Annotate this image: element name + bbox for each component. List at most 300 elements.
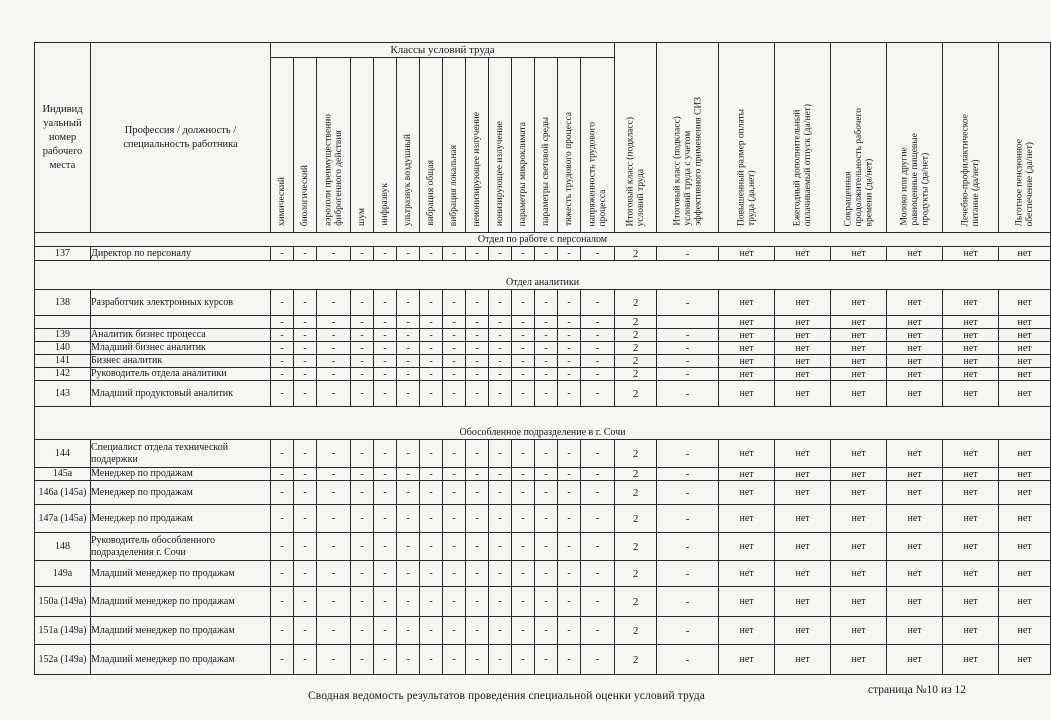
factor-value: - [374, 645, 397, 675]
factor-value: - [397, 468, 420, 481]
factor-value: - [512, 355, 535, 368]
comp-pay: нет [719, 561, 775, 587]
factor-value: - [294, 645, 317, 675]
comp-food: нет [943, 587, 999, 617]
comp-hours: нет [831, 329, 887, 342]
comp-hours: нет [831, 468, 887, 481]
factor-value: - [294, 329, 317, 342]
comp-milk: нет [887, 368, 943, 381]
final-class-siz: - [657, 440, 719, 468]
factor-value: - [271, 342, 294, 355]
workplace-number: 138 [35, 290, 91, 316]
factor-value: - [374, 440, 397, 468]
factor-value: - [317, 381, 351, 407]
factor-value: - [489, 329, 512, 342]
table-row [35, 481, 1051, 505]
factor-value: - [443, 247, 466, 261]
factor-value: - [294, 440, 317, 468]
factor-value: - [374, 587, 397, 617]
table-row [35, 290, 1051, 316]
factor-value: - [374, 561, 397, 587]
table-row [35, 342, 1051, 355]
header-comp-hours: Сокращенная продолжительность рабочего времени (да/нет) [831, 43, 887, 233]
header-factor: напряженность трудового процесса [581, 58, 615, 233]
comp-pension: нет [999, 368, 1051, 381]
factor-value: - [466, 468, 489, 481]
final-class: 2 [615, 587, 657, 617]
comp-hours: нет [831, 645, 887, 675]
factor-value: - [271, 316, 294, 329]
factor-value: - [317, 329, 351, 342]
header-workplace-number: Индивид уальный номер рабочего места [35, 43, 91, 233]
factor-value: - [317, 468, 351, 481]
footer-page-number: страница №10 из 12 [868, 684, 966, 696]
section-title: Отдел аналитики [35, 261, 1051, 290]
factor-value: - [397, 316, 420, 329]
factor-value: - [443, 645, 466, 675]
factor-value: - [294, 290, 317, 316]
table-row [35, 355, 1051, 368]
comp-milk: нет [887, 505, 943, 533]
factor-value: - [374, 247, 397, 261]
comp-pay: нет [719, 290, 775, 316]
comp-milk: нет [887, 342, 943, 355]
final-class: 2 [615, 355, 657, 368]
final-class-siz: - [657, 355, 719, 368]
factor-value: - [581, 561, 615, 587]
comp-hours: нет [831, 587, 887, 617]
comp-pension: нет [999, 587, 1051, 617]
factor-value: - [512, 329, 535, 342]
factor-value: - [351, 329, 374, 342]
comp-leave: нет [775, 533, 831, 561]
factor-value: - [351, 587, 374, 617]
table-row [35, 468, 1051, 481]
document-sheet [34, 42, 1035, 675]
factor-value: - [581, 505, 615, 533]
factor-value: - [420, 645, 443, 675]
factor-value: - [443, 468, 466, 481]
table-row [35, 440, 1051, 468]
comp-food: нет [943, 316, 999, 329]
factor-value: - [512, 316, 535, 329]
comp-milk: нет [887, 381, 943, 407]
factor-value: - [443, 355, 466, 368]
header-factor: вибрация общая [420, 58, 443, 233]
header-comp-milk: Молоко или другие равноценные пищевые продукты (да/нет) [887, 43, 943, 233]
final-class: 2 [615, 368, 657, 381]
factor-value: - [397, 481, 420, 505]
factor-value: - [271, 355, 294, 368]
factor-value: - [271, 368, 294, 381]
factor-value: - [512, 368, 535, 381]
comp-food: нет [943, 561, 999, 587]
comp-leave: нет [775, 342, 831, 355]
header-final-class-siz: Итоговый класс (подкласс) условий труда с учетом эффективного применения СИЗ [657, 43, 719, 233]
factor-value: - [489, 381, 512, 407]
factor-value: - [317, 342, 351, 355]
comp-pension: нет [999, 505, 1051, 533]
header-comp-food: Лечебно-профилактическое питание (да/нет) [943, 43, 999, 233]
factor-value: - [512, 645, 535, 675]
comp-pay: нет [719, 381, 775, 407]
factor-value: - [558, 329, 581, 342]
factor-value: - [294, 481, 317, 505]
section-row [35, 261, 1051, 290]
factor-value: - [443, 316, 466, 329]
factor-value: - [420, 561, 443, 587]
final-class: 2 [615, 645, 657, 675]
profession-name: Аналитик бизнес процесса [91, 329, 271, 342]
comp-food: нет [943, 440, 999, 468]
factor-value: - [466, 645, 489, 675]
factor-value: - [351, 617, 374, 645]
factor-value: - [271, 561, 294, 587]
factor-value: - [466, 247, 489, 261]
factor-value: - [489, 440, 512, 468]
comp-milk: нет [887, 290, 943, 316]
factor-value: - [466, 368, 489, 381]
comp-food: нет [943, 468, 999, 481]
factor-value: - [466, 561, 489, 587]
comp-milk: нет [887, 355, 943, 368]
section-title: Обособленное подразделение в г. Сочи [35, 407, 1051, 440]
workplace-number: 141 [35, 355, 91, 368]
factor-value: - [397, 342, 420, 355]
factor-value: - [489, 533, 512, 561]
factor-value: - [374, 533, 397, 561]
comp-hours: нет [831, 381, 887, 407]
factor-value: - [271, 329, 294, 342]
comp-pay: нет [719, 468, 775, 481]
final-class-siz [657, 316, 719, 329]
factor-value: - [397, 381, 420, 407]
factor-value: - [581, 587, 615, 617]
factor-value: - [489, 587, 512, 617]
factor-value: - [374, 381, 397, 407]
comp-milk: нет [887, 561, 943, 587]
factor-value: - [466, 342, 489, 355]
factor-value: - [581, 533, 615, 561]
final-class-siz: - [657, 587, 719, 617]
factor-value: - [397, 440, 420, 468]
workplace-number: 143 [35, 381, 91, 407]
workplace-number: 150а (149а) [35, 587, 91, 617]
comp-leave: нет [775, 381, 831, 407]
factor-value: - [420, 440, 443, 468]
profession-name: Младший бизнес аналитик [91, 342, 271, 355]
factor-value: - [397, 355, 420, 368]
table-row [35, 247, 1051, 261]
final-class: 2 [615, 561, 657, 587]
comp-leave: нет [775, 368, 831, 381]
comp-pay: нет [719, 355, 775, 368]
comp-milk: нет [887, 440, 943, 468]
factor-value: - [374, 468, 397, 481]
final-class-siz: - [657, 247, 719, 261]
comp-food: нет [943, 342, 999, 355]
profession-name: Младший менеджер по продажам [91, 587, 271, 617]
factor-value: - [535, 329, 558, 342]
factor-value: - [397, 561, 420, 587]
factor-value: - [271, 533, 294, 561]
factor-value: - [294, 587, 317, 617]
factor-value: - [466, 329, 489, 342]
header-factor: неионизирующее излучение [466, 58, 489, 233]
factor-value: - [271, 440, 294, 468]
header-factor: параметры микроклимата [512, 58, 535, 233]
comp-leave: нет [775, 329, 831, 342]
profession-name [91, 316, 271, 329]
header-work-classes: Классы условий труда [271, 43, 615, 58]
factor-value: - [374, 505, 397, 533]
factor-value: - [558, 342, 581, 355]
comp-milk: нет [887, 481, 943, 505]
final-class-siz: - [657, 533, 719, 561]
table-row [35, 329, 1051, 342]
comp-food: нет [943, 290, 999, 316]
factor-value: - [317, 368, 351, 381]
comp-pay: нет [719, 247, 775, 261]
final-class: 2 [615, 617, 657, 645]
comp-pension: нет [999, 645, 1051, 675]
factor-value: - [317, 561, 351, 587]
factor-value: - [512, 247, 535, 261]
workplace-number: 146а (145а) [35, 481, 91, 505]
comp-pension: нет [999, 468, 1051, 481]
factor-value: - [512, 381, 535, 407]
factor-value: - [397, 329, 420, 342]
profession-name: Руководитель отдела аналитики [91, 368, 271, 381]
comp-milk: нет [887, 533, 943, 561]
factor-value: - [271, 481, 294, 505]
factor-value: - [466, 316, 489, 329]
comp-hours: нет [831, 290, 887, 316]
factor-value: - [581, 381, 615, 407]
final-class-siz: - [657, 468, 719, 481]
final-class: 2 [615, 440, 657, 468]
profession-name: Менеджер по продажам [91, 468, 271, 481]
factor-value: - [271, 381, 294, 407]
comp-leave: нет [775, 505, 831, 533]
comp-hours: нет [831, 440, 887, 468]
factor-value: - [489, 481, 512, 505]
header-comp-leave: Ежегодный дополнительный оплачиваемый отпуск (да/нет) [775, 43, 831, 233]
factor-value: - [420, 290, 443, 316]
factor-value: - [351, 533, 374, 561]
factor-value: - [420, 316, 443, 329]
factor-value: - [443, 617, 466, 645]
factor-value: - [420, 533, 443, 561]
factor-value: - [317, 355, 351, 368]
final-class-siz: - [657, 561, 719, 587]
factor-value: - [535, 368, 558, 381]
factor-value: - [420, 587, 443, 617]
workplace-number: 147а (145а) [35, 505, 91, 533]
comp-pay: нет [719, 617, 775, 645]
factor-value: - [420, 329, 443, 342]
factor-value: - [581, 247, 615, 261]
factor-value: - [489, 505, 512, 533]
comp-leave: нет [775, 481, 831, 505]
header-factor: параметры световой среды [535, 58, 558, 233]
factor-value: - [558, 617, 581, 645]
comp-pay: нет [719, 645, 775, 675]
factor-value: - [374, 617, 397, 645]
factor-value: - [466, 355, 489, 368]
factor-value: - [351, 561, 374, 587]
comp-leave: нет [775, 247, 831, 261]
factor-value: - [466, 481, 489, 505]
factor-value: - [443, 505, 466, 533]
profession-name: Менеджер по продажам [91, 481, 271, 505]
factor-value: - [317, 645, 351, 675]
factor-value: - [535, 533, 558, 561]
comp-food: нет [943, 381, 999, 407]
factor-value: - [581, 342, 615, 355]
factor-value: - [443, 290, 466, 316]
factor-value: - [351, 468, 374, 481]
profession-name: Бизнес аналитик [91, 355, 271, 368]
comp-milk: нет [887, 645, 943, 675]
comp-food: нет [943, 617, 999, 645]
factor-value: - [489, 617, 512, 645]
factor-value: - [317, 290, 351, 316]
profession-name: Руководитель обособленного подразделения г. Сочи [91, 533, 271, 561]
factor-value: - [535, 316, 558, 329]
comp-pay: нет [719, 587, 775, 617]
factor-value: - [443, 481, 466, 505]
workplace-number: 149а [35, 561, 91, 587]
factor-value: - [581, 645, 615, 675]
final-class-siz: - [657, 645, 719, 675]
factor-value: - [535, 505, 558, 533]
factor-value: - [558, 290, 581, 316]
profession-name: Специалист отдела технической поддержки [91, 440, 271, 468]
comp-hours: нет [831, 481, 887, 505]
factor-value: - [535, 342, 558, 355]
factor-value: - [489, 645, 512, 675]
factor-value: - [443, 533, 466, 561]
final-class: 2 [615, 329, 657, 342]
factor-value: - [512, 290, 535, 316]
comp-pension: нет [999, 440, 1051, 468]
factor-value: - [558, 587, 581, 617]
factor-value: - [581, 481, 615, 505]
factor-value: - [351, 381, 374, 407]
factor-value: - [558, 481, 581, 505]
factor-value: - [271, 290, 294, 316]
comp-food: нет [943, 329, 999, 342]
table-row [35, 316, 1051, 329]
table-row [35, 505, 1051, 533]
comp-pay: нет [719, 505, 775, 533]
header-comp-pay: Повышенный размер оплаты труда (да,нет) [719, 43, 775, 233]
profession-name: Младший продуктовый аналитик [91, 381, 271, 407]
factor-value: - [489, 316, 512, 329]
factor-value: - [317, 247, 351, 261]
factor-value: - [512, 533, 535, 561]
sout-summary-table [34, 42, 1051, 675]
comp-leave: нет [775, 290, 831, 316]
factor-value: - [512, 481, 535, 505]
final-class: 2 [615, 316, 657, 329]
comp-hours: нет [831, 617, 887, 645]
comp-pay: нет [719, 533, 775, 561]
comp-pension: нет [999, 342, 1051, 355]
factor-value: - [581, 468, 615, 481]
comp-milk: нет [887, 329, 943, 342]
comp-food: нет [943, 247, 999, 261]
factor-value: - [581, 617, 615, 645]
comp-milk: нет [887, 617, 943, 645]
comp-hours: нет [831, 316, 887, 329]
factor-value: - [420, 381, 443, 407]
comp-milk: нет [887, 247, 943, 261]
comp-milk: нет [887, 587, 943, 617]
workplace-number: 148 [35, 533, 91, 561]
profession-name: Директор по персоналу [91, 247, 271, 261]
comp-pension: нет [999, 617, 1051, 645]
header-final-class: Итоговый класс (подкласс) условий труда [615, 43, 657, 233]
section-row [35, 233, 1051, 247]
workplace-number: 142 [35, 368, 91, 381]
factor-value: - [351, 247, 374, 261]
final-class: 2 [615, 342, 657, 355]
factor-value: - [294, 368, 317, 381]
factor-value: - [294, 247, 317, 261]
table-row [35, 533, 1051, 561]
final-class-siz: - [657, 505, 719, 533]
factor-value: - [397, 645, 420, 675]
comp-pension: нет [999, 355, 1051, 368]
factor-value: - [443, 342, 466, 355]
factor-value: - [420, 481, 443, 505]
final-class-siz: - [657, 342, 719, 355]
factor-value: - [558, 505, 581, 533]
factor-value: - [317, 533, 351, 561]
factor-value: - [466, 440, 489, 468]
comp-leave: нет [775, 316, 831, 329]
factor-value: - [489, 247, 512, 261]
factor-value: - [581, 290, 615, 316]
table-row [35, 381, 1051, 407]
factor-value: - [351, 342, 374, 355]
factor-value: - [294, 617, 317, 645]
comp-pension: нет [999, 561, 1051, 587]
workplace-number: 145а [35, 468, 91, 481]
comp-pay: нет [719, 316, 775, 329]
factor-value: - [581, 368, 615, 381]
final-class-siz: - [657, 617, 719, 645]
comp-pay: нет [719, 368, 775, 381]
factor-value: - [558, 533, 581, 561]
factor-value: - [397, 587, 420, 617]
factor-value: - [271, 645, 294, 675]
factor-value: - [535, 481, 558, 505]
comp-pay: нет [719, 440, 775, 468]
factor-value: - [294, 381, 317, 407]
factor-value: - [374, 355, 397, 368]
factor-value: - [535, 247, 558, 261]
comp-food: нет [943, 355, 999, 368]
factor-value: - [351, 316, 374, 329]
factor-value: - [351, 355, 374, 368]
comp-hours: нет [831, 342, 887, 355]
factor-value: - [558, 368, 581, 381]
factor-value: - [535, 561, 558, 587]
profession-name: Младший менеджер по продажам [91, 645, 271, 675]
